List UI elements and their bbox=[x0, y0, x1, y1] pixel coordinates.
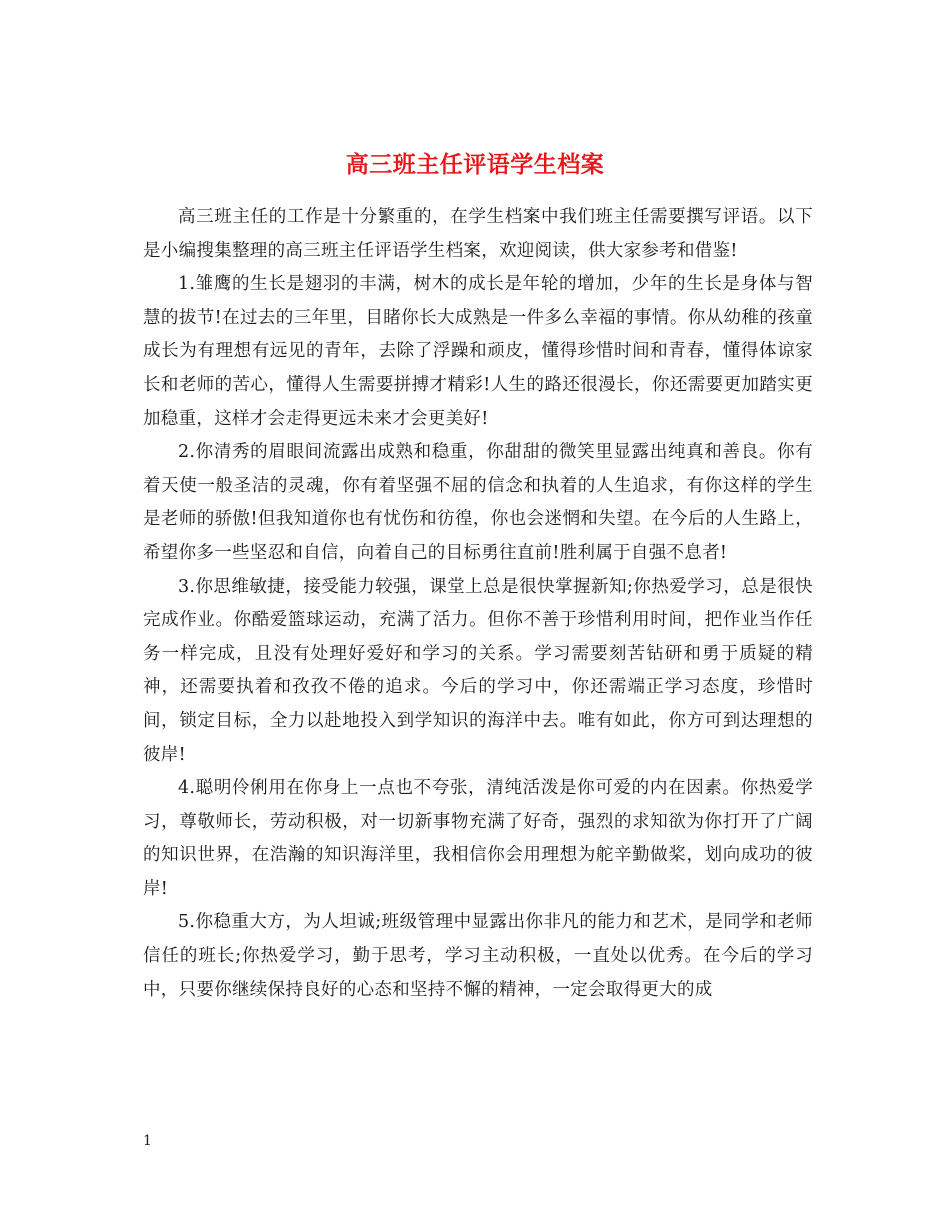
page-number: 1 bbox=[143, 1133, 152, 1149]
comment-paragraph-3: 3.你思维敏捷，接受能力较强，课堂上总是很快掌握新知;你热爱学习，总是很快完成作业。你酷爱篮球运动，充满了活力。但你不善于珍惜利用时间，把作业当作任务一样完成，且没有处理好爱好和学习的关系。学习需要刻苦钻研和勇于质疑的精神，还需要执着和孜孜不倦的追求。今后的学习中，你还需端正学习态度，珍惜时间，锁定目标，全力以赴地投入到学知识的海洋中去。唯有如此，你方可到达理想的彼岸! bbox=[143, 576, 813, 765]
comment-paragraph-5: 5.你稳重大方，为人坦诚;班级管理中显露出你非凡的能力和艺术，是同学和老师信任的班长;你热爱学习，勤于思考，学习主动积极，一直处以优秀。在今后的学习中，只要你继续保持良好的心态和坚持不懈的精神，一定会取得更大的成 bbox=[143, 912, 813, 1000]
comment-paragraph-2: 2.你清秀的眉眼间流露出成熟和稳重，你甜甜的微笑里显露出纯真和善良。你有着天使一般圣洁的灵魂，你有着坚强不屈的信念和执着的人生追求，有你这样的学生是老师的骄傲!但我知道你也有忧伤和彷徨，你也会迷惘和失望。在今后的人生路上，希望你多一些坚忍和自信，向着自己的目标勇往直前!胜利属于自强不息者! bbox=[143, 442, 813, 563]
document-title: 高三班主任评语学生档案 bbox=[345, 151, 605, 179]
comment-paragraph-4: 4.聪明伶俐用在你身上一点也不夸张，清纯活泼是你可爱的内在因素。你热爱学习，尊敬师长，劳动积极，对一切新事物充满了好奇，强烈的求知欲为你打开了广阔的知识世界，在浩瀚的知识海洋里，我相信你会用理想为舵辛勤做桨，划向成功的彼岸! bbox=[143, 778, 813, 899]
document-body bbox=[143, 201, 813, 1007]
comment-paragraph-1: 1.雏鹰的生长是翅羽的丰满，树木的成长是年轮的增加，少年的生长是身体与智慧的拔节!在过去的三年里，目睹你长大成熟是一件多么幸福的事情。你从幼稚的孩童成长为有理想有远见的青年，去除了浮躁和顽皮，懂得珍惜时间和青春，懂得体谅家长和老师的苦心，懂得人生需要拼搏才精彩!人生的路还很漫长，你还需要更加踏实更加稳重，这样才会走得更远未来才会更美好! bbox=[143, 274, 813, 429]
intro-paragraph: 高三班主任的工作是十分繁重的，在学生档案中我们班主任需要撰写评语。以下是小编搜集整理的高三班主任评语学生档案，欢迎阅读，供大家参考和借鉴! bbox=[143, 207, 813, 261]
